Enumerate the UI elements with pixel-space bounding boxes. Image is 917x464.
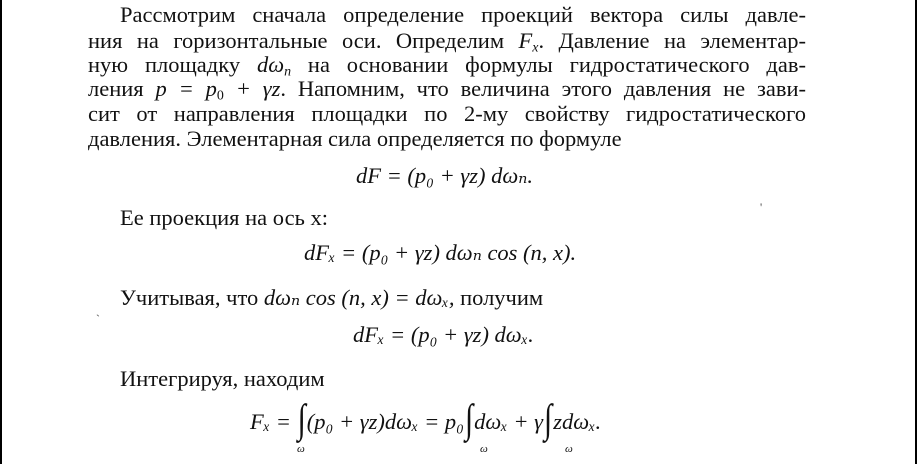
integral-sign-3: ∫	[544, 397, 553, 442]
integral-limit-3: ω	[565, 443, 573, 455]
text-line-2: ния на горизонтальные оси. Определим $F_x$. Давление на элементар-	[88, 28, 806, 56]
page-edge-left	[0, 0, 2, 464]
text-integrating: Интегрируя, находим	[120, 366, 325, 391]
text-line-5: сит от направления площадки по 2-му свойству гидростатического	[88, 101, 806, 126]
formula-Fx-integral: Fₓ = ∫(p₀ + γz)dωₓ = p₀∫dωₓ + γ∫zdωₓ.	[250, 397, 602, 442]
text-projection-axis: Ее проекция на ось x:	[120, 205, 328, 230]
text-considering: Учитывая, что dωₙ cos (n, x) = dωₓ, получим	[120, 285, 544, 310]
scan-speck: `	[96, 312, 100, 326]
integral-sign-2: ∫	[464, 397, 474, 442]
text-line-4: ления $p = p_0 + \gamma z$. Напомним, что величина этого давления не зави-	[88, 76, 806, 104]
text-line-3: ную площадку $d\omega_n$ на основании формулы гидростатического дав-	[88, 52, 806, 80]
scan-speck: '	[760, 200, 763, 214]
text-line-1: Рассмотрим сначала определение проекций вектора силы давле-	[120, 2, 806, 27]
formula-dFx-cos: dFₓ = (p₀ + γz) dωₙ cos (n, x).	[304, 240, 577, 265]
integral-sign-1: ∫	[297, 397, 306, 442]
integral-limit-1: ω	[297, 443, 305, 455]
formula-dFx: dFₓ = (p₀ + γz) dωₓ.	[353, 322, 534, 347]
integral-limit-2: ω	[480, 443, 488, 455]
text-line-6: давления. Элементарная сила определяется по формуле	[88, 126, 622, 151]
formula-dF: dF = (p₀ + γz) dωₙ.	[356, 163, 534, 188]
